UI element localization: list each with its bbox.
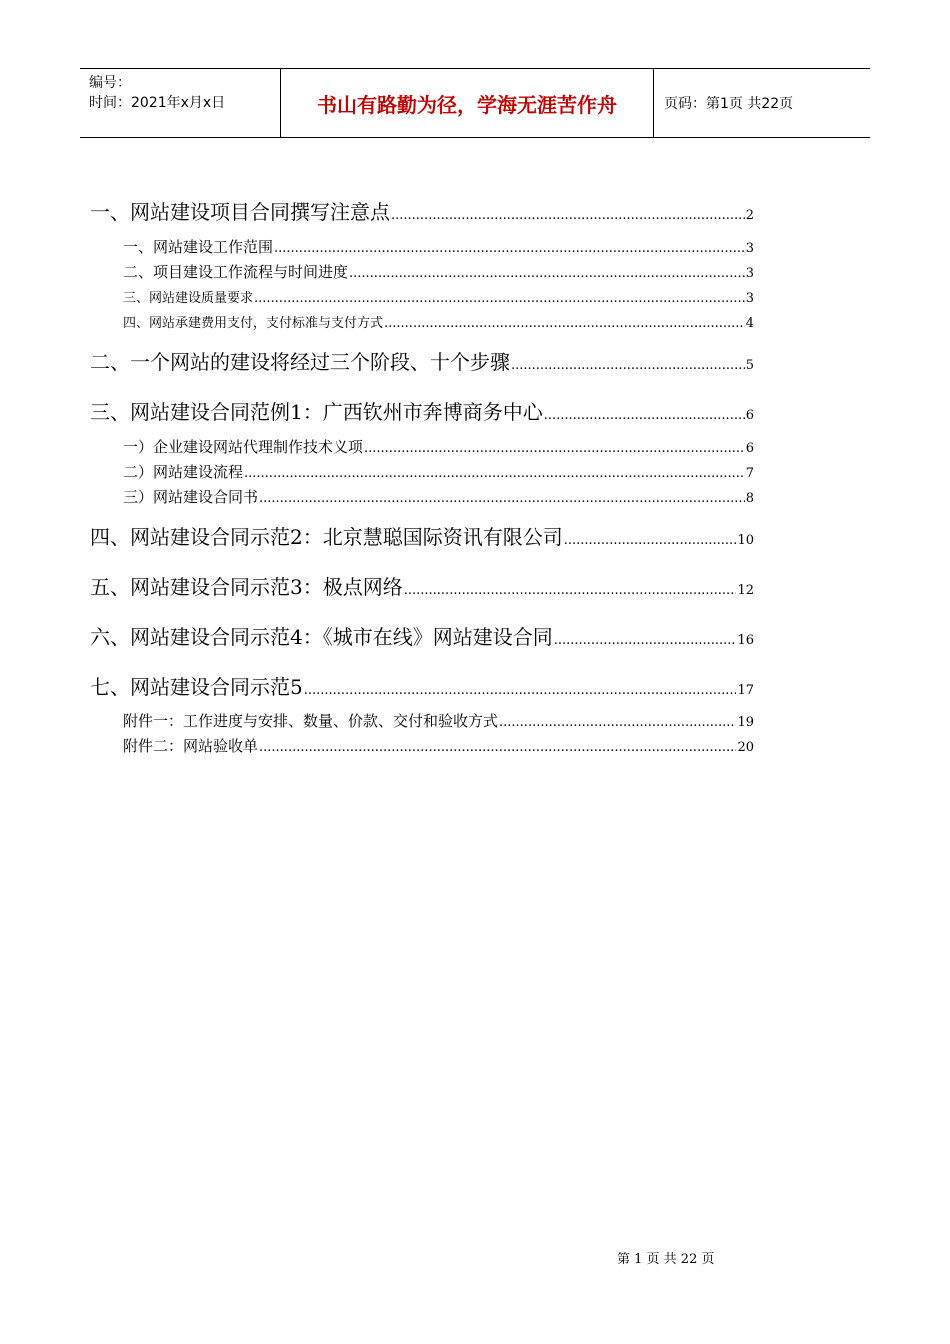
toc-leader-dots bbox=[274, 241, 745, 256]
toc-entry-page: 4 bbox=[745, 316, 754, 331]
toc-leader-dots bbox=[259, 491, 745, 506]
toc-entry-page: 3 bbox=[745, 241, 754, 256]
toc-entry-page: 20 bbox=[737, 740, 754, 755]
toc-entry[interactable] bbox=[90, 461, 754, 482]
toc-leader-dots bbox=[511, 358, 745, 373]
toc-entry[interactable] bbox=[90, 396, 754, 425]
toc-entry-title: 四、网站承建费用支付，支付标准与支付方式 bbox=[123, 316, 384, 331]
header-meta bbox=[80, 69, 281, 137]
toc-leader-dots bbox=[304, 683, 737, 698]
toc-entry-title: 六、网站建设合同示范4：《城市在线》网站建设合同 bbox=[90, 625, 553, 649]
toc-leader-dots bbox=[544, 408, 745, 423]
toc-entry-title: 三）网站建设合同书 bbox=[123, 488, 259, 506]
document-number-label: 编号： bbox=[89, 75, 131, 91]
toc-leader-dots bbox=[349, 266, 745, 281]
toc-entry-page: 3 bbox=[745, 266, 754, 281]
toc-entry-page: 12 bbox=[737, 583, 754, 598]
page-header bbox=[80, 68, 870, 138]
toc-leader-dots bbox=[254, 291, 745, 306]
toc-entry[interactable] bbox=[90, 346, 754, 375]
toc-leader-dots bbox=[364, 441, 745, 456]
toc-entry-page: 8 bbox=[745, 491, 754, 506]
toc-entry-page: 17 bbox=[737, 683, 754, 698]
toc-entry[interactable] bbox=[90, 571, 754, 600]
toc-entry-page: 6 bbox=[745, 441, 754, 456]
toc-entry-title: 五、网站建设合同示范3：极点网络 bbox=[90, 575, 403, 599]
toc-entry[interactable] bbox=[90, 671, 754, 700]
toc-entry-title: 四、网站建设合同示范2：北京慧聪国际资讯有限公司 bbox=[90, 525, 563, 549]
toc-leader-dots bbox=[384, 316, 745, 331]
toc-entry-title: 二、一个网站的建设将经过三个阶段、十个步骤 bbox=[90, 350, 510, 374]
toc-entry[interactable] bbox=[90, 312, 754, 331]
toc-entry-title: 二）网站建设流程 bbox=[123, 463, 244, 481]
document-time-label: 时间：2021年x月x日 bbox=[89, 95, 226, 111]
toc-entry-title: 附件一：工作进度与安排、数量、价款、交付和验收方式 bbox=[123, 712, 499, 730]
toc-leader-dots bbox=[499, 715, 736, 730]
toc-entry-title: 附件二：网站验收单 bbox=[123, 737, 259, 755]
toc-entry[interactable] bbox=[90, 236, 754, 257]
toc-entry-page: 2 bbox=[745, 208, 754, 223]
header-page-info: 页码：第1页 共22页 bbox=[664, 96, 794, 112]
toc-entry-page: 10 bbox=[737, 533, 754, 548]
toc-entry[interactable] bbox=[90, 287, 754, 306]
toc-entry-title: 一、网站建设工作范围 bbox=[123, 238, 274, 256]
toc-entry-title: 七、网站建设合同示范5 bbox=[90, 675, 303, 699]
toc-entry-page: 16 bbox=[737, 633, 754, 648]
toc-leader-dots bbox=[259, 740, 736, 755]
toc-leader-dots bbox=[404, 583, 737, 598]
toc-leader-dots bbox=[391, 208, 745, 223]
toc-entry-page: 7 bbox=[745, 466, 754, 481]
toc-entry[interactable] bbox=[90, 196, 754, 225]
toc-entry-page: 3 bbox=[745, 291, 754, 306]
toc-entry[interactable] bbox=[90, 710, 754, 731]
footer-page-number: 第 1 页 共 22 页 bbox=[617, 1252, 715, 1267]
toc-leader-dots bbox=[564, 533, 737, 548]
toc-entry[interactable] bbox=[90, 735, 754, 756]
toc-entry-title: 三、网站建设合同范例1：广西钦州市奔博商务中心 bbox=[90, 400, 543, 424]
toc-entry-page: 5 bbox=[745, 358, 754, 373]
toc-entry[interactable] bbox=[90, 621, 754, 650]
toc-entry-title: 一）企业建设网站代理制作技术义项 bbox=[123, 438, 364, 456]
toc-entry[interactable] bbox=[90, 436, 754, 457]
toc-entry-title: 二、项目建设工作流程与时间进度 bbox=[123, 263, 349, 281]
toc-entry[interactable] bbox=[90, 486, 754, 507]
toc-entry[interactable] bbox=[90, 521, 754, 550]
toc-entry[interactable] bbox=[90, 261, 754, 282]
toc-leader-dots bbox=[554, 633, 737, 648]
toc-entry-page: 19 bbox=[737, 715, 754, 730]
header-motto: 书山有路勤为径，学海无涯苦作舟 bbox=[281, 69, 654, 137]
toc-entry-page: 6 bbox=[745, 408, 754, 423]
toc-leader-dots bbox=[244, 466, 745, 481]
toc-entry-title: 三、网站建设质量要求 bbox=[123, 291, 254, 306]
toc-entry-title: 一、网站建设项目合同撰写注意点 bbox=[90, 200, 390, 224]
